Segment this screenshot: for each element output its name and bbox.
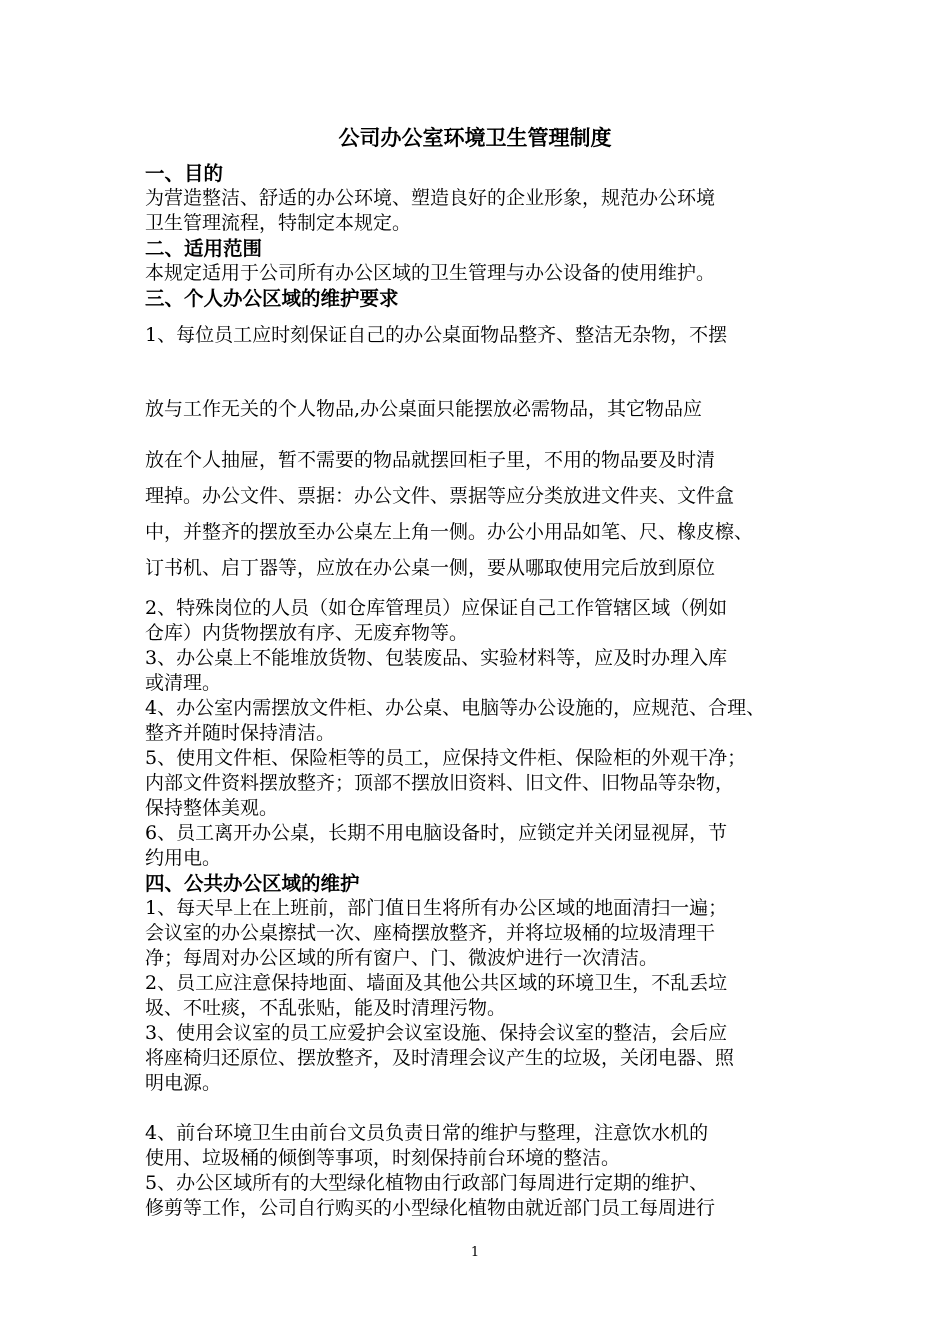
section-heading-personal-area: 三、个人办公区域的维护要求 <box>145 287 399 310</box>
paragraph-line: 净；每周对办公区域的所有窗户、门、微波炉进行一次清洁。 <box>145 947 659 969</box>
paragraph-line: 中，并整齐的摆放至办公桌左上角一侧。办公小用品如笔、尺、橡皮檫、 <box>145 521 754 543</box>
section-heading-scope: 二、适用范围 <box>145 237 263 260</box>
paragraph-line: 为营造整洁、舒适的办公环境、塑造良好的企业形象，规范办公环境 <box>145 187 716 209</box>
paragraph-line: 仓库）内货物摆放有序、无废弃物等。 <box>145 622 469 644</box>
paragraph-line: 理掉。办公文件、票据：办公文件、票据等应分类放进文件夹、文件盒 <box>145 485 735 507</box>
paragraph-line: 保持整体美观。 <box>145 797 279 819</box>
paragraph-line: 订书机、启丁器等，应放在办公桌一侧，要从哪取使用完后放到原位 <box>145 557 716 579</box>
paragraph-line: 1、每位员工应时刻保证自己的办公桌面物品整齐、整洁无杂物，不摆 <box>145 324 728 346</box>
paragraph-line: 将座椅归还原位、摆放整齐，及时清理会议产生的垃圾，关闭电器、照 <box>145 1047 735 1069</box>
paragraph-line: 2、员工应注意保持地面、墙面及其他公共区域的环境卫生，不乱丢垃 <box>145 972 728 994</box>
paragraph-line: 内部文件资料摆放整齐；顶部不摆放旧资料、旧文件、旧物品等杂物， <box>145 772 735 794</box>
paragraph-line: 5、办公区域所有的大型绿化植物由行政部门每周进行定期的维护、 <box>145 1172 709 1194</box>
paragraph-line: 卫生管理流程，特制定本规定。 <box>145 212 412 234</box>
paragraph-line: 6、员工离开办公桌，长期不用电脑设备时，应锁定并关闭显视屏，节 <box>145 822 728 844</box>
paragraph-line: 1、每天早上在上班前，部门值日生将所有办公区域的地面清扫一遍； <box>145 897 728 919</box>
paragraph-line: 4、前台环境卫生由前台文员负责日常的维护与整理，注意饮水机的 <box>145 1122 709 1144</box>
paragraph-line: 2、特殊岗位的人员（如仓库管理员）应保证自己工作管辖区域（例如 <box>145 597 728 619</box>
document-title: 公司办公室环境卫生管理制度 <box>338 125 612 150</box>
section-heading-purpose: 一、目的 <box>145 162 224 185</box>
paragraph-line: 圾、不吐痰，不乱张贴，能及时清理污物。 <box>145 997 507 1019</box>
paragraph-line: 明电源。 <box>145 1072 222 1094</box>
paragraph-line: 3、办公桌上不能堆放货物、包装废品、实验材料等，应及时办理入库 <box>145 647 728 669</box>
paragraph-line: 5、使用文件柜、保险柜等的员工，应保持文件柜、保险柜的外观干净； <box>145 747 747 769</box>
paragraph-line: 修剪等工作，公司自行购买的小型绿化植物由就近部门员工每周进行 <box>145 1197 716 1219</box>
paragraph-line: 放在个人抽屉，暂不需要的物品就摆回柜子里，不用的物品要及时清 <box>145 449 716 471</box>
paragraph-line: 3、使用会议室的员工应爱护会议室设施、保持会议室的整洁，会后应 <box>145 1022 728 1044</box>
page-number: 1 <box>470 1245 480 1260</box>
paragraph-line: 会议室的办公桌擦拭一次、座椅摆放整齐，并将垃圾桶的垃圾清理干 <box>145 922 716 944</box>
paragraph-line: 放与工作无关的个人物品,办公桌面只能摆放必需物品，其它物品应 <box>145 398 703 420</box>
paragraph-line: 本规定适用于公司所有办公区域的卫生管理与办公设备的使用维护。 <box>145 262 716 284</box>
paragraph-line: 整齐并随时保持清洁。 <box>145 722 336 744</box>
paragraph-line: 使用、垃圾桶的倾倒等事项，时刻保持前台环境的整洁。 <box>145 1147 621 1169</box>
paragraph-line: 约用电。 <box>145 847 222 869</box>
section-heading-public-area: 四、公共办公区域的维护 <box>145 872 360 895</box>
paragraph-line: 4、办公室内需摆放文件柜、办公桌、电脑等办公设施的，应规范、合理、 <box>145 697 766 719</box>
paragraph-line: 或清理。 <box>145 672 222 694</box>
